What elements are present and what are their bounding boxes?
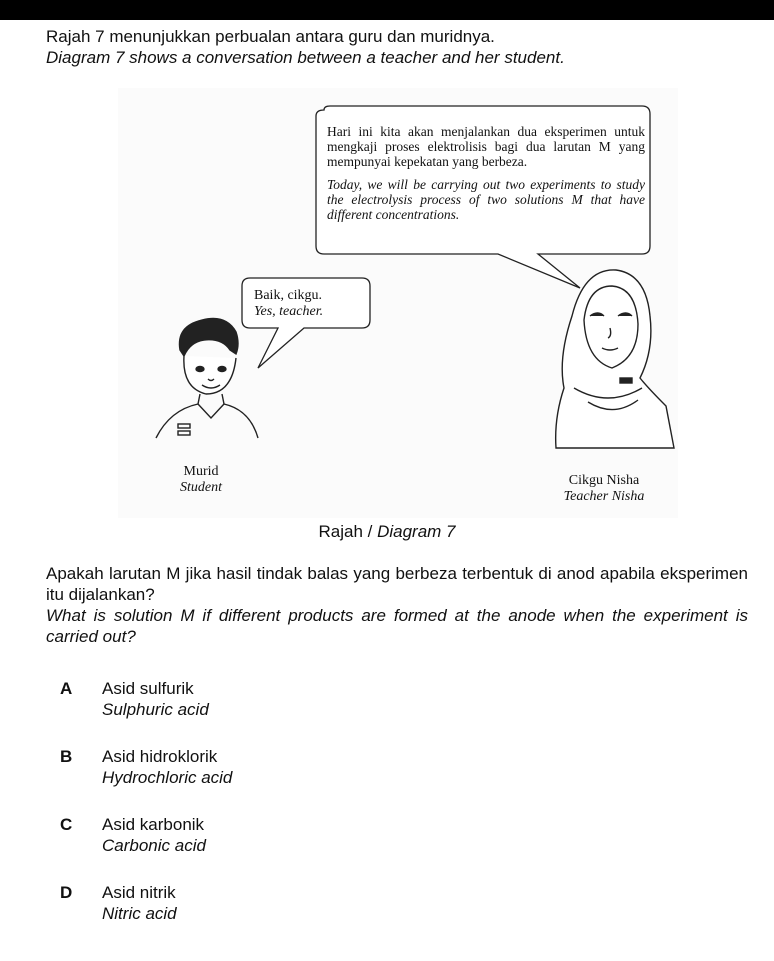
student-label-malay: Murid (183, 464, 219, 479)
option-english: Sulphuric acid (102, 700, 209, 719)
intro-english: Diagram 7 shows a conversation between a teacher and her student. (46, 48, 565, 67)
student-speech-english: Yes, teacher. (254, 304, 324, 319)
teacher-brooch (620, 378, 632, 383)
intro-text (46, 26, 746, 68)
option-letter: B (60, 747, 73, 766)
option-letter: D (60, 883, 73, 902)
teacher-label (542, 473, 666, 505)
question-english: What is solution M if different products are formed at the anode when the experiment is carried out? (46, 606, 748, 646)
option-d[interactable] (60, 882, 660, 950)
option-b[interactable] (60, 746, 660, 814)
option-english: Carbonic acid (102, 836, 206, 855)
option-malay: Asid karbonik (102, 815, 205, 834)
teacher-speech-malay: Hari ini kita akan menjalankan dua eksperimen untuk mengkaji proses elektrolisis bagi dua larutan M yang mempunyai kepekatan yang berbeza. (327, 124, 645, 169)
caption-english: Diagram 7 (377, 522, 456, 541)
student-speech-text (254, 288, 364, 320)
teacher-label-malay: Cikgu Nisha (568, 473, 640, 488)
student-speech-malay: Baik, cikgu. (254, 288, 323, 303)
student-label (156, 464, 246, 496)
option-body (102, 678, 209, 720)
option-english: Hydrochloric acid (102, 768, 233, 787)
teacher-speech-text (327, 124, 645, 222)
teacher-speech-english: Today, we will be carrying out two experiments to study the electrolysis process of two solutions M that have different concentrations. (327, 177, 645, 222)
question-text (46, 563, 748, 647)
option-english: Nitric acid (102, 904, 177, 923)
diagram-caption (0, 522, 774, 542)
option-body (102, 882, 177, 924)
option-malay: Asid nitrik (102, 883, 176, 902)
student-right-eye (218, 367, 226, 372)
option-malay: Asid sulfurik (102, 679, 194, 698)
option-body (102, 746, 232, 788)
intro-malay: Rajah 7 menunjukkan perbualan antara guru dan muridnya. (46, 27, 495, 46)
caption-malay: Rajah / (318, 522, 373, 541)
option-malay: Asid hidroklorik (102, 747, 218, 766)
option-a[interactable] (60, 678, 660, 746)
student-label-english: Student (180, 480, 222, 495)
conversation-diagram (118, 88, 678, 518)
option-letter: C (60, 815, 73, 834)
option-letter: A (60, 679, 73, 698)
question-malay: Apakah larutan M jika hasil tindak balas yang berbeza terbentuk di anod apabila eksperimen itu dijalankan? (46, 564, 748, 604)
option-c[interactable] (60, 814, 660, 882)
teacher-label-english: Teacher Nisha (563, 489, 645, 504)
option-body (102, 814, 206, 856)
answer-options (60, 678, 660, 950)
top-black-bar (0, 0, 774, 20)
student-left-eye (196, 367, 204, 372)
